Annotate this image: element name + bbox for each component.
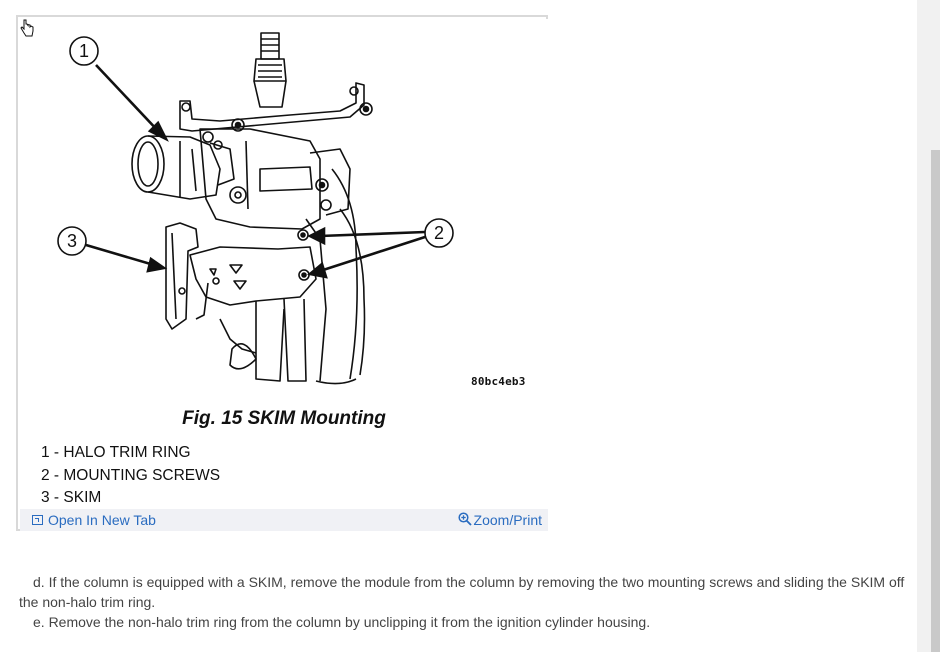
instructions-text (19, 572, 909, 632)
zoom-print-label: Zoom/Print (473, 512, 542, 528)
callout-2-label: 2 (433, 223, 445, 243)
open-new-tab-icon (32, 515, 43, 525)
figure-caption: Fig. 15 SKIM Mounting (182, 408, 386, 429)
legend-item-halo-trim-ring: 1 - HALO TRIM RING (41, 444, 191, 461)
open-in-new-tab-link[interactable] (32, 512, 156, 528)
hand-cursor-icon (20, 19, 34, 37)
legend-item-skim: 3 - SKIM (41, 489, 102, 506)
figure-code: 80bc4eb3 (471, 375, 526, 388)
callout-3-label: 3 (66, 231, 78, 251)
instruction-step-d: d. If the column is equipped with a SKIM, remove the module from the column by removing the two mounting screws and sliding the SKIM off the non-halo trim ring. (19, 574, 905, 610)
scrollbar-thumb[interactable] (931, 150, 940, 652)
figure-legend (41, 442, 220, 510)
figure-footer (20, 509, 548, 531)
vertical-scrollbar[interactable] (917, 0, 940, 652)
open-in-new-tab-label: Open In New Tab (48, 512, 156, 528)
callout-1-label: 1 (78, 41, 90, 61)
legend-item-mounting-screws: 2 - MOUNTING SCREWS (41, 466, 221, 484)
figure-container (16, 15, 548, 531)
steering-column-drawing (20, 19, 548, 509)
zoom-print-link[interactable] (458, 512, 542, 528)
skim-mounting-illustration[interactable] (20, 19, 548, 509)
zoom-in-icon (458, 512, 472, 526)
instruction-step-e: e. Remove the non-halo trim ring from the column by unclipping it from the ignition cylinder housing. (33, 614, 651, 630)
